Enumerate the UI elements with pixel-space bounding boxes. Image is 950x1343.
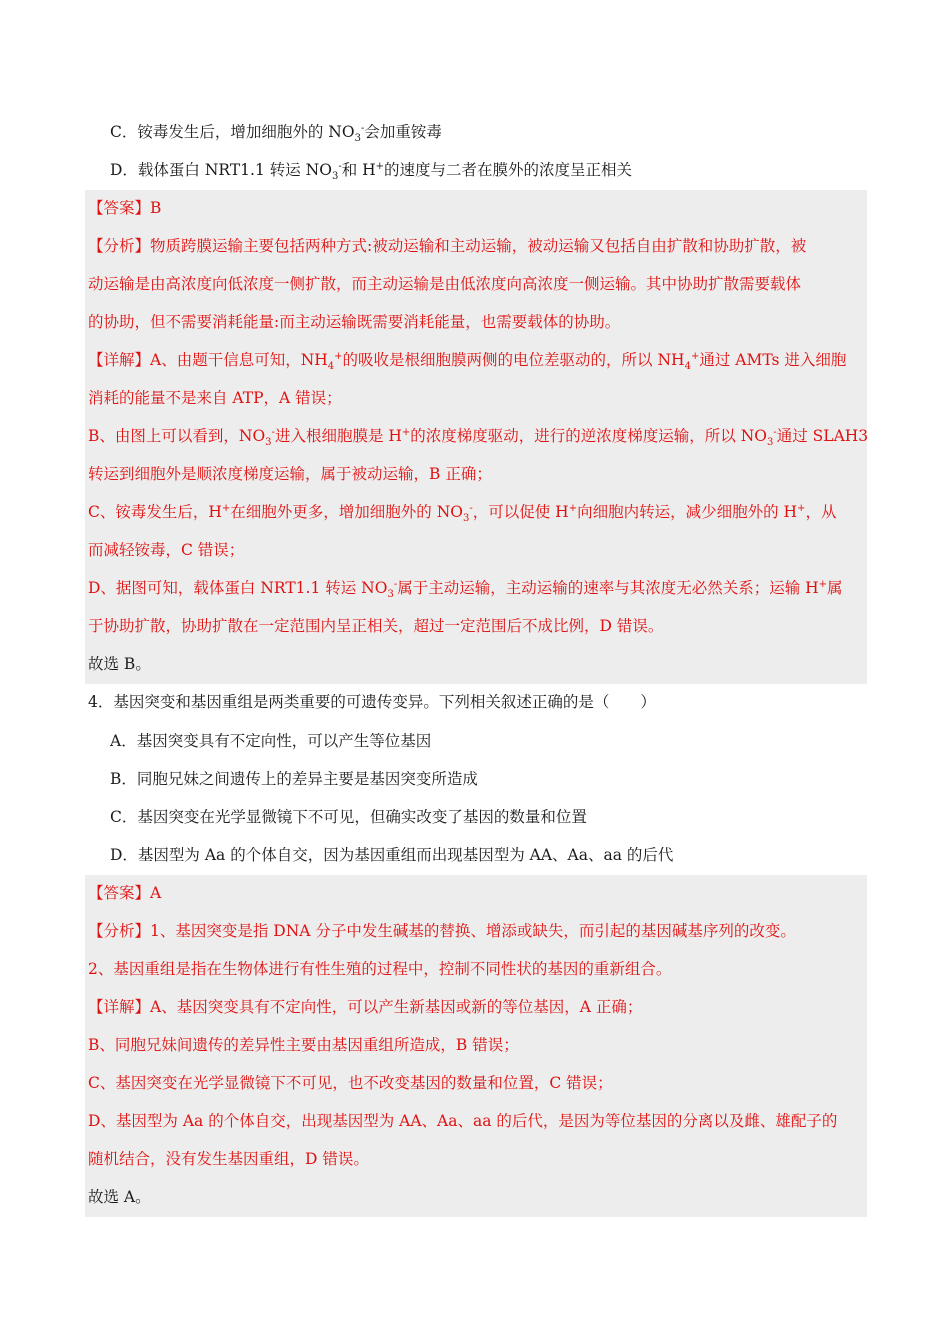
detail-line: D、基因型为 Aa 的个体自交，出现基因型为 AA、Aa、aa 的后代，是因为等位基因的分离以及雌、雄配子的 [88,1112,838,1130]
detail-a-line: 【详解】A、由题干信息可知，$NH_4^+$的吸收是根细胞膜两侧的电位差驱动的，所以 $NH_4^+$通过 AMTs 进入细胞 [88,350,847,373]
detail-line: 随机结合，没有发生基因重组，D 错误。 [88,1150,369,1168]
option-b: B．同胞兄妹之间遗传上的差异主要是基因突变所造成 [110,770,478,788]
option-d-prev: D．载体蛋白 NRT1.1 转运 $NO_3^-$和 H+的速度与二者在膜外的浓度呈正相关 [110,160,633,183]
analysis-line: 【分析】物质跨膜运输主要包括两种方式:被动运输和主动运输，被动运输又包括自由扩散和协助扩散，被 [88,237,807,255]
analysis-line: 动运输是由高浓度向低浓度一侧扩散，而主动运输是由低浓度向高浓度一侧运输。其中协助扩散需要载体 [88,275,802,293]
detail-d-line: 于协助扩散，协助扩散在一定范围内呈正相关，超过一定范围后不成比例，D 错误。 [88,617,664,635]
question-4-stem: 4．基因突变和基因重组是两类重要的可遗传变异。下列相关叙述正确的是（ ） [88,693,656,711]
option-d: D．基因型为 Aa 的个体自交，因为基因重组而出现基因型为 AA、Aa、aa 的后代 [110,846,674,864]
detail-line: B、同胞兄妹间遗传的差异性主要由基因重组所造成，B 错误； [88,1036,519,1054]
option-a: A．基因突变具有不定向性，可以产生等位基因 [110,732,432,750]
detail-b-line: B、由图上可以看到，$NO_3^-$进入根细胞膜是 H+的浓度梯度驱动，进行的逆浓度梯度运输，所以 $NO_3^-$通过 SLAH3 [88,426,869,449]
conclusion-1: 故选 B。 [88,655,151,673]
option-c-prev: C．铵毒发生后，增加细胞外的 $NO_3^-$会加重铵毒 [110,122,442,145]
analysis-line: 2、基因重组是指在生物体进行有性生殖的过程中，控制不同性状的基因的重新组合。 [88,960,672,978]
detail-line: 【详解】A、基因突变具有不定向性，可以产生新基因或新的等位基因，A 正确； [88,998,643,1016]
detail-c-line: 而减轻铵毒，C 错误； [88,541,245,559]
detail-c-line: C、铵毒发生后，H+在细胞外更多，增加细胞外的 $NO_3^-$，可以促使 H+向细胞内转运，减少细胞外的 H+，从 [88,502,837,525]
detail-line: C、基因突变在光学显微镜下不可见，也不改变基因的数量和位置，C 错误； [88,1074,613,1092]
analysis-line: 【分析】1、基因突变是指 DNA 分子中发生碱基的替换、增添或缺失，而引起的基因碱基序列的改变。 [88,922,796,940]
conclusion-2: 故选 A。 [88,1188,151,1206]
detail-d-line: D、据图可知，载体蛋白 NRT1.1 转运 $NO_3^-$属于主动运输，主动运输的速率与其浓度无必然关系；运输 H+属 [88,578,843,601]
answer-label-1: 【答案】B [88,199,162,217]
detail-a-line: 消耗的能量不是来自 ATP，A 错误； [88,389,342,407]
detail-b-line: 转运到细胞外是顺浓度梯度运输，属于被动运输，B 正确； [88,465,492,483]
analysis-line: 的协助，但不需要消耗能量:而主动运输既需要消耗能量，也需要载体的协助。 [88,313,621,331]
answer-label-2: 【答案】A [88,884,162,902]
option-c: C．基因突变在光学显微镜下不可见，但确实改变了基因的数量和位置 [110,808,587,826]
